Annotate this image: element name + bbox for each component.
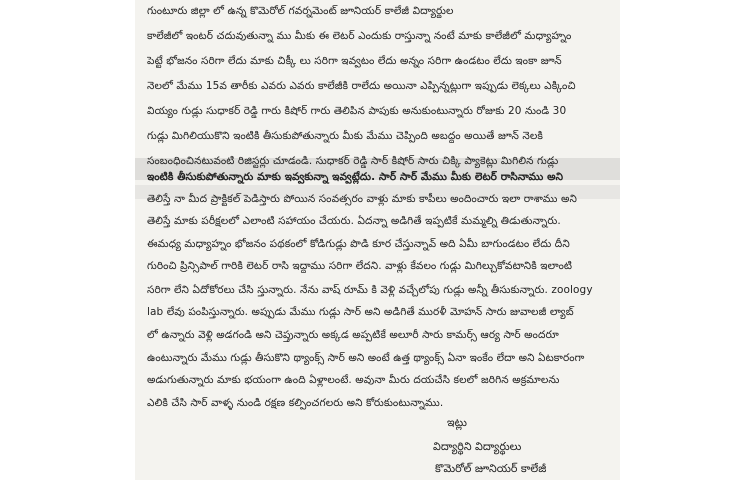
right-margin xyxy=(620,0,750,480)
letter-line: సరిగా లేని ఏదోకోరలు చేసి స్తున్నారు. నేను వాష్ రూమ్ కి వెళ్లి వచ్చేలోపు గుడ్లు అన్నీ తీసుకున్నారు. zoology xyxy=(147,284,593,296)
letter-line: నెలలో మేము 15వ తారీకు ఎవరు ఎవరు కాలేజీకి రాలేదు అయినా ఎప్పిన్నట్లుగా ఇప్పుడు లెక్కలు ఎక్కించి xyxy=(147,80,576,92)
signature-students: విద్యార్థిని విద్యార్థులు xyxy=(433,440,522,453)
letter-line: lab లేవు పంపిస్తున్నారు. అప్పుడు మేము గుడ్లు సార్ అని అడిగితే మురళీ మోహన్ సారు జువాలజీ ల్యాబ్ xyxy=(147,306,574,318)
closing-text: ఇట్లు xyxy=(447,416,467,429)
letter-line: కాలేజీలో ఇంటర్ చదువుతున్నా ము మీకు ఈ లెటర్ ఎందుకు రాస్తున్నా నంటే మాకు కాలేజీలో మధ్యాహ్నం xyxy=(147,30,572,42)
letter-line: తెలిస్తే మాకు పరీక్షలలో ఎలాంటి సహాయం చేయరు. ఏదన్నా అడిగితే ఇప్పటికే మమ్మల్ని తిడుతున్నారు. xyxy=(147,215,561,227)
signature-college: కొమెరోల్ జూనియర్ కాలేజీ xyxy=(435,462,547,475)
letter-line: పెట్టే భోజనం సరిగా లేదు మాకు చిక్కీ లు సరిగా ఇవ్వటం లేదు అన్నం సరిగా ఉండటం లేదు ఇంకా జూన్ xyxy=(147,55,562,67)
letter-line: తెలిస్తే నా మీద ప్రాక్టికల్ పెడిస్తారు పోయిన సంవత్సరం వాళ్లు మాకు కాపీలు అందించారు ఇలా రాశాము అని xyxy=(147,193,577,205)
letter-line: గురించి ప్రిన్సిపాల్ గారికి లెటర్ రాసి ఇద్దాము సరిగా లేదని. వాళ్లు కేవలం గుడ్లు మిగిల్చుకోవటానికి ఇలాంటి xyxy=(147,260,573,272)
letter-line: వియ్యం గుడ్లు సుధాకర్ రెడ్డి గారు కిషోర్ గారు తెలిపిన పాపుకు అనుకుంటున్నారు రోజుకు 20 నుండి 30 xyxy=(147,105,567,117)
letter-line: సంబంధించినటువంటి రిజిస్టర్లు చూడండి. సుధాకర్ రెడ్డి సార్ కిషోర్ సారు చిక్కి ప్యాకెట్లు మిగిలిన గుడ్లు xyxy=(147,155,559,167)
letter-line: గుడ్లు మిగిలియుకొని ఇంటికి తీసుకుపోతున్నారు మీకు మేము చెప్పింది అబద్ధం అయితే జూన్ నెలకి xyxy=(147,130,543,142)
letter-line: ఈమధ్య మధ్యాహ్నం భోజనం పథకంలో కోడిగుడ్లు పొడి కూర చేస్తున్నావ్ అది ఏమీ బాగుండటం లేదు దీని xyxy=(147,238,570,250)
letter-line: గుంటూరు జిల్లా లో ఉన్న కొమెరోల్ గవర్నమెంట్ జూనియర్ కాలేజీ విద్యార్థుల xyxy=(147,5,454,17)
letter-line: అడుగుతున్నారు మాకు భయంగా ఉంది ఏళ్లాలంటే. అవునా మీరు దయచేసి కలలో జరిగిన అక్రమాలను xyxy=(147,374,560,386)
letter-paper xyxy=(135,0,620,480)
letter-line: ఇంటికి తీసుకుపోతున్నారు మాకు ఇవ్వకున్నా ఇవ్వట్లేదు. సార్ సార్ మేము మీకు లెటర్ రాసినాము అని xyxy=(147,171,564,183)
letter-line: ఎలికి చేసి సార్ వాళ్ళ నుండి రక్షణ కల్పించగలరు అని కోరుకుంటున్నాము. xyxy=(147,397,444,409)
letter-line: ఉంటున్నారు మేము గుడ్లు తీసుకొని థ్యాంక్స్ సార్ అని అంటే ఉత్త థ్యాంక్స్ ఏనా ఇంకేం లేదా అని ఏటకారంగా xyxy=(147,352,585,364)
left-margin xyxy=(0,0,135,480)
letter-line: లో ఉన్నారు వెళ్లి అడగండి అని చెప్తున్నారు అక్కడ అప్పటికే అలూరీ సారు కామర్స్ ఆర్య సార్ అందరూ xyxy=(147,329,559,341)
